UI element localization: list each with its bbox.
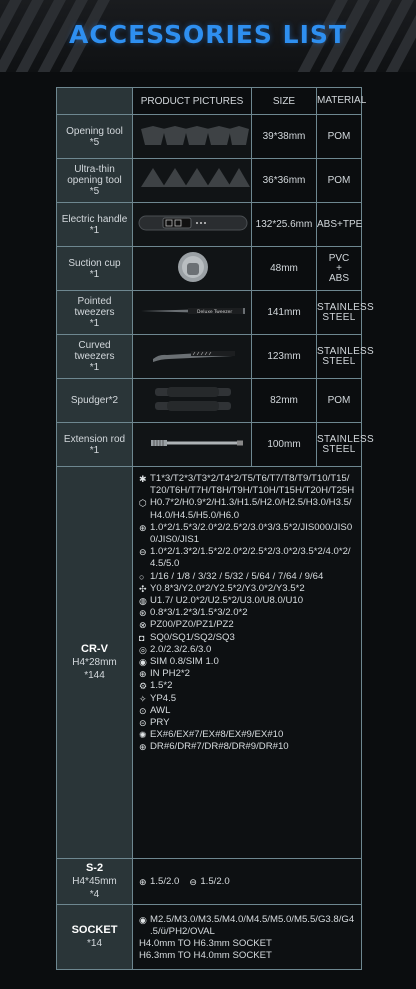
row-material: ABS+TPE	[317, 203, 362, 247]
row-name: Suction cup	[68, 257, 121, 269]
row-size: 82mm	[252, 379, 317, 423]
row-name: Extension rod	[63, 433, 126, 445]
list-item-text: 1.5/2.0	[200, 876, 230, 888]
table-row	[57, 203, 362, 247]
u-shape-icon: ◍	[139, 596, 147, 607]
electric-handle-picture	[133, 203, 252, 247]
list-item	[139, 571, 355, 583]
row-qty: *1	[89, 444, 100, 456]
row-name-cell	[57, 335, 133, 379]
list-item	[139, 914, 355, 938]
sim-icon: ◉	[139, 657, 147, 668]
table-row	[57, 423, 362, 467]
row-qty: *1	[89, 268, 100, 280]
crv-name: CR-V	[81, 643, 108, 655]
list-item	[139, 644, 355, 656]
list-item	[139, 950, 355, 962]
row-size: 123mm	[252, 335, 317, 379]
row-name: Ultra-thin opening tool	[67, 164, 122, 186]
row-name-cell	[57, 203, 133, 247]
inch-hex-icon: ○	[139, 571, 145, 582]
row-qty: *1	[89, 362, 100, 373]
row-name: Spudger*2	[70, 395, 119, 406]
square-icon: ◘	[139, 632, 145, 643]
row-size: 141mm	[252, 291, 317, 335]
page-header	[0, 0, 416, 72]
extension-rod-image	[133, 423, 252, 463]
table-header-row	[57, 88, 362, 115]
list-item-text: 2.0/2.3/2.6/3.0	[150, 643, 212, 655]
table-row	[57, 379, 362, 423]
page-title: ACCESSORIES LIST	[69, 20, 347, 49]
list-item-text: EX#6/EX#7/EX#8/EX#9/EX#10	[150, 729, 284, 741]
row-name-cell	[57, 159, 133, 203]
row-name: Electric handle	[61, 213, 128, 225]
list-item-text: 1/16 / 1/8 / 3/32 / 5/32 / 5/64 / 7/64 / 9/64	[150, 570, 324, 582]
list-item	[139, 876, 355, 888]
spudger-image	[133, 379, 252, 419]
list-item-text: YP4.5	[150, 692, 177, 704]
suction-cup-image	[133, 247, 252, 287]
list-item	[139, 656, 355, 668]
row-material: STAINLESS STEEL	[317, 423, 362, 467]
pry-icon: ⊝	[139, 718, 147, 729]
list-item-text: T1*3/T2*3/T3*2/T4*2/T5/T6/T7/T8/T9/T10/T15/T20/T6H/T7H/T8H/T9H/T10H/T15H/T20H/T25H	[150, 473, 355, 497]
header-size: SIZE	[252, 88, 317, 115]
slotted-icon: ⊖	[139, 547, 147, 558]
pentalobe-icon: ◎	[139, 644, 147, 655]
awl-icon: ⊙	[139, 705, 147, 716]
ultra-thin-tool-picture	[133, 159, 252, 203]
curved-tweezers-picture	[133, 335, 252, 379]
list-item	[139, 546, 355, 570]
list-item-text: 1.5*2	[150, 680, 173, 692]
hex-icon: ⬡	[139, 498, 147, 509]
phillips-icon: ⊕	[139, 522, 147, 533]
phillips-icon: ⊕	[139, 877, 147, 888]
socket-qty: *14	[86, 938, 102, 949]
row-size: 36*36mm	[252, 159, 317, 203]
list-item	[139, 668, 355, 680]
crv-name-cell	[57, 467, 133, 859]
list-item-text: U1.7/ U2.0*2/U2.5*2/U3.0/U8.0/U10	[150, 595, 304, 607]
list-item-text: SQ0/SQ1/SQ2/SQ3	[150, 631, 235, 643]
list-item	[139, 717, 355, 729]
list-item-text: H4.0mm TO H6.3mm SOCKET	[139, 938, 272, 949]
socket-section	[57, 905, 362, 970]
list-item	[139, 473, 355, 497]
s2-name: S-2	[85, 862, 104, 874]
opening-tool-picture	[133, 115, 252, 159]
s2-qty: *4	[89, 889, 100, 900]
row-name-cell	[57, 247, 133, 291]
list-item	[139, 607, 355, 619]
row-material: POM	[317, 379, 362, 423]
header-empty-cell	[57, 88, 133, 115]
row-name: Pointed tweezers	[74, 296, 115, 318]
s2-bit-list	[133, 859, 362, 905]
row-material: STAINLESS STEEL	[317, 335, 362, 379]
pozidriv-icon: ⊗	[139, 620, 147, 631]
ex-icon: ✺	[139, 730, 147, 741]
table-row	[57, 335, 362, 379]
star-pentagon-icon: ✧	[139, 693, 147, 704]
s2-size: H4*45mm	[72, 876, 117, 887]
extension-rod-picture	[133, 423, 252, 467]
slotted-icon: ⊖	[189, 877, 197, 888]
dr-icon: ⊕	[139, 742, 147, 753]
s2-section	[57, 859, 362, 905]
row-size: 100mm	[252, 423, 317, 467]
list-item-text: 1.0*2/1.3*2/1.5*2/2.0*2/2.5*2/3.0*2/3.5*2/4.0*2/4.5/5.0	[150, 546, 351, 570]
inner-phillips-icon: ⊕	[139, 669, 147, 680]
table-row	[57, 247, 362, 291]
list-item-text: SIM 0.8/SIM 1.0	[150, 656, 219, 668]
tri-wing-icon: ✣	[139, 583, 147, 594]
list-item-text: PRY	[150, 717, 170, 729]
torx-icon: ✱	[139, 474, 147, 484]
table-row	[57, 291, 362, 335]
list-item-text: AWL	[150, 704, 171, 716]
socket-name-cell	[57, 905, 133, 970]
list-item-text: 0.8*3/1.2*3/1.5*3/2.0*2	[150, 607, 248, 619]
row-qty: *1	[89, 318, 100, 329]
spudger-picture	[133, 379, 252, 423]
list-item	[139, 680, 355, 692]
accessories-table	[56, 87, 374, 970]
row-size: 132*25.6mm	[252, 203, 317, 247]
list-item	[139, 619, 355, 631]
row-material: PVC + ABS	[317, 247, 362, 291]
electric-handle-image	[133, 203, 252, 243]
list-item-text: PZ00/PZ0/PZ1/PZ2	[150, 619, 234, 631]
triangle-icon: ⊛	[139, 608, 147, 619]
pointed-tweezers-picture	[133, 291, 252, 335]
list-item-text: H0.7*2/H0.9*2/H1.3/H1.5/H2.0/H2.5/H3.0/H3.5/H4.0/H4.5/H5.0/H6.0	[150, 497, 352, 521]
curved-tweezers-image	[133, 335, 252, 375]
socket-name: SOCKET	[71, 924, 118, 936]
pointed-tweezers-image	[133, 291, 252, 331]
row-name-cell	[57, 423, 133, 467]
socket-icon: ◉	[139, 914, 147, 925]
table-row	[57, 115, 362, 159]
list-item-text: 1.0*2/1.5*3/2.0*2/2.5*2/3.0*3/3.5*2/JIS000/JIS00/JIS0/JIS1	[150, 521, 353, 546]
crv-qty: *144	[84, 670, 105, 681]
row-qty: *5	[89, 136, 100, 148]
row-qty: *1	[89, 224, 100, 236]
list-item	[139, 938, 355, 950]
list-item-text: DR#6/DR#7/DR#8/DR#9/DR#10	[150, 741, 289, 753]
row-name-cell	[57, 115, 133, 159]
gear-icon: ⚙	[139, 681, 148, 692]
list-item-text: Y0.8*3/Y2.0*2/Y2.5*2/Y3.0*2/Y3.5*2	[150, 582, 305, 594]
list-item-text: M2.5/M3.0/M3.5/M4.0/M4.5/M5.0/M5.5/G3.8/G4.5/ü/PH2/OVAL	[150, 913, 355, 937]
ultra-thin-tool-image	[133, 159, 252, 199]
list-item	[139, 729, 355, 741]
opening-tool-image	[133, 115, 252, 155]
row-size: 48mm	[252, 247, 317, 291]
list-item	[139, 705, 355, 717]
row-material: POM	[317, 159, 362, 203]
list-item	[139, 632, 355, 644]
row-name-cell	[57, 291, 133, 335]
row-name-cell	[57, 379, 133, 423]
list-item	[139, 693, 355, 705]
list-item-text: IN PH2*2	[150, 668, 190, 680]
list-item-text: 1.5/2.0	[150, 876, 180, 888]
header-material: MATERIAL	[317, 88, 362, 115]
row-name: Curved tweezers	[74, 340, 115, 362]
row-size: 39*38mm	[252, 115, 317, 159]
suction-cup-picture	[133, 247, 252, 291]
row-material: POM	[317, 115, 362, 159]
header-product-pictures: PRODUCT PICTURES	[133, 88, 252, 115]
list-item-text: H6.3mm TO H4.0mm SOCKET	[139, 950, 272, 962]
row-name: Opening tool	[66, 125, 123, 137]
socket-list	[133, 905, 362, 970]
list-item	[139, 595, 355, 607]
crv-section	[57, 467, 362, 859]
row-material: STAINLESS STEEL	[317, 291, 362, 335]
s2-name-cell	[57, 859, 133, 905]
list-item	[139, 741, 355, 753]
list-item	[139, 522, 355, 546]
crv-size: H4*28mm	[72, 657, 117, 668]
crv-bit-list	[133, 467, 362, 859]
row-qty: *5	[89, 186, 100, 197]
table-row	[57, 159, 362, 203]
tweezer-label: Deluxe Tweezer	[197, 310, 233, 315]
list-item	[139, 497, 355, 521]
list-item	[139, 583, 355, 595]
